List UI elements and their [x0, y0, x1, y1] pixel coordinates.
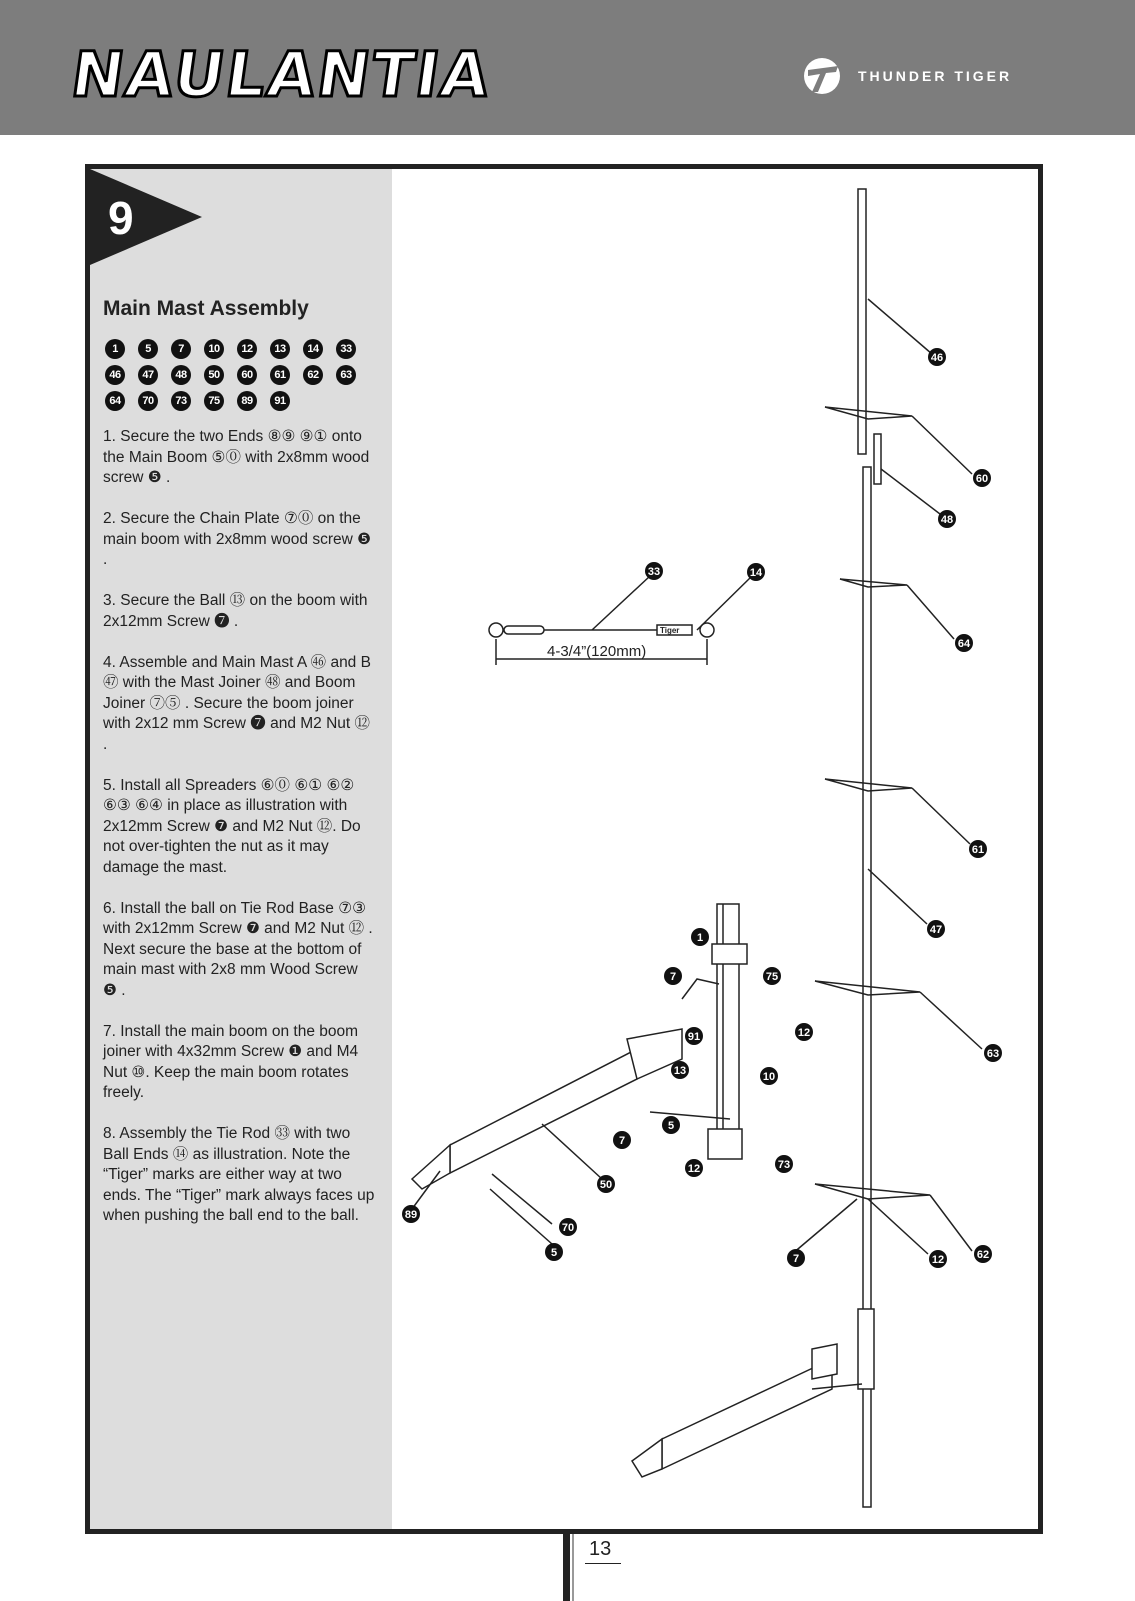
- svg-text:50: 50: [599, 1179, 613, 1191]
- instruction-steps: [103, 427, 375, 1247]
- svg-text:47: 47: [929, 924, 943, 936]
- part-badge: 50: [204, 365, 224, 385]
- part-badge: 33: [336, 339, 356, 359]
- callout-5b: [545, 1243, 563, 1261]
- part-badge: 89: [237, 391, 257, 411]
- instruction-sidebar: [90, 169, 392, 1529]
- svg-text:5: 5: [667, 1120, 675, 1132]
- spreader-64: [840, 579, 907, 587]
- footer-bar-shadow: [572, 1534, 574, 1601]
- part-badge: 48: [171, 365, 191, 385]
- callout-12: [929, 1250, 947, 1268]
- svg-text:7: 7: [669, 971, 677, 983]
- page-header: [0, 0, 1135, 135]
- callout-1: [691, 928, 709, 946]
- svg-text:13: 13: [673, 1065, 687, 1077]
- svg-text:64: 64: [957, 638, 971, 650]
- callout-50: [597, 1175, 615, 1193]
- svg-text:10: 10: [762, 1071, 776, 1083]
- instruction-step-4: 4. Assemble and Main Mast A ㊻ and B ㊼ with the Mast Joiner ㊽ and Boom Joiner ⑦⑤ . Secure the boom joiner with 2x12 mm Screw ❼ and M2 Nut ⑫ .: [103, 653, 371, 753]
- part-badge: 61: [270, 365, 290, 385]
- instruction-step-7: 7. Install the main boom on the boom joiner with 4x32mm Screw ❶ and M4 Nut ⑩. Keep the main boom rotates freely.: [103, 1022, 359, 1101]
- svg-text:1: 1: [696, 932, 704, 944]
- callout-47: [927, 920, 945, 938]
- part-badge: 7: [171, 339, 191, 359]
- step-number: 9: [108, 192, 134, 244]
- callout-13: [671, 1061, 689, 1079]
- spreader-60: [825, 407, 912, 419]
- svg-text:63: 63: [986, 1048, 1000, 1060]
- callout-12b: [795, 1023, 813, 1041]
- step-title: Main Mast Assembly: [103, 297, 309, 320]
- part-badge: 47: [138, 365, 158, 385]
- part-badge: 75: [204, 391, 224, 411]
- svg-text:48: 48: [940, 514, 954, 526]
- svg-text:5: 5: [550, 1247, 558, 1259]
- svg-text:61: 61: [971, 844, 985, 856]
- callout-10: [760, 1067, 778, 1085]
- instruction-step-3: 3. Secure the Ball ⑬ on the boom with 2x12mm Screw ❼ .: [103, 592, 368, 630]
- spreader-62: [815, 1184, 930, 1199]
- callout-63: [984, 1044, 1002, 1062]
- instruction-step-2: 2. Secure the Chain Plate ⑦⓪ on the main boom with 2x8mm wood screw ❺ .: [103, 510, 372, 568]
- svg-text:46: 46: [930, 352, 944, 364]
- callout-64: [955, 634, 973, 652]
- svg-text:60: 60: [975, 473, 989, 485]
- callout-14: [747, 563, 765, 581]
- callout-70: [559, 1218, 577, 1236]
- svg-text:12: 12: [687, 1163, 701, 1175]
- brand-name: THUNDER TIGER: [858, 68, 1013, 84]
- callout-5: [662, 1116, 680, 1134]
- svg-text:73: 73: [777, 1159, 791, 1171]
- thunder-tiger-logo-icon: [800, 56, 848, 96]
- part-badge: 12: [237, 339, 257, 359]
- footer-bar: [563, 1534, 570, 1601]
- part-badge: 13: [270, 339, 290, 359]
- instruction-step-8: 8. Assembly the Tie Rod ㉝ with two Ball Ends ⑭ as illustration. Note the “Tiger” marks are either way at two ends. The “Tiger” mark always faces up when pushing the ball end to the ball.: [103, 1125, 375, 1224]
- instruction-frame: [85, 164, 1043, 1534]
- callout-89: [402, 1205, 420, 1223]
- part-badge: 73: [171, 391, 191, 411]
- svg-text:12: 12: [797, 1027, 811, 1039]
- callout-48: [938, 510, 956, 528]
- part-badge: 60: [237, 365, 257, 385]
- svg-text:12: 12: [931, 1254, 945, 1266]
- part-badge: 91: [270, 391, 290, 411]
- svg-text:89: 89: [404, 1209, 418, 1221]
- part-badge: 5: [138, 339, 158, 359]
- svg-text:91: 91: [687, 1031, 701, 1043]
- svg-text:62: 62: [976, 1249, 990, 1261]
- naulantia-logo: NAULANTIA: [66, 38, 497, 111]
- callout-73: [775, 1155, 793, 1173]
- svg-text:7: 7: [618, 1135, 626, 1147]
- callout-7b: [664, 967, 682, 985]
- callout-7c: [613, 1131, 631, 1149]
- callout-91: [685, 1027, 703, 1045]
- part-badge: 70: [138, 391, 158, 411]
- instruction-step-5: 5. Install all Spreaders ⑥⓪ ⑥① ⑥② ⑥③ ⑥④ in place as illustration with 2x12mm Screw ❼ and M2 Nut ⑫. Do not over-tighten the nut as it may damage the mast.: [103, 776, 361, 876]
- svg-text:14: 14: [749, 567, 763, 579]
- page-number: 13: [585, 1538, 621, 1564]
- part-badge: 1: [105, 339, 125, 359]
- mast-a: [858, 189, 866, 454]
- callout-62: [974, 1245, 992, 1263]
- instruction-step-1: 1. Secure the two Ends ⑧⑨ ⑨① onto the Main Boom ⑤⓪ with 2x8mm wood screw ❺ .: [103, 428, 370, 486]
- part-badge: 62: [303, 365, 323, 385]
- part-badge: 14: [303, 339, 323, 359]
- part-badge: 64: [105, 391, 125, 411]
- parts-list: [105, 339, 385, 417]
- callout-12c: [685, 1159, 703, 1177]
- svg-text:70: 70: [561, 1222, 575, 1234]
- callout-60: [973, 469, 991, 487]
- callout-46: [928, 348, 946, 366]
- svg-text:7: 7: [792, 1253, 800, 1265]
- callout-7: [787, 1249, 805, 1267]
- tie-rod-dimension: 4-3/4”(120mm): [547, 643, 647, 660]
- callout-33: [645, 562, 663, 580]
- part-badge: 63: [336, 365, 356, 385]
- part-badge: 46: [105, 365, 125, 385]
- thunder-tiger-brand: [800, 56, 1012, 96]
- part-badge: 10: [204, 339, 224, 359]
- callout-61: [969, 840, 987, 858]
- callout-75: [763, 967, 781, 985]
- tie-rod-mark: Tiger: [660, 626, 680, 635]
- instruction-step-6: 6. Install the ball on Tie Rod Base ⑦③ with 2x12mm Screw ❼ and M2 Nut ⑫ . Next secure the base at the bottom of main mast with 2x8 mm Wood Screw ❺ .: [103, 899, 373, 999]
- assembly-drawing: [392, 169, 1038, 1529]
- mast-joiner: [874, 434, 881, 484]
- svg-text:33: 33: [647, 566, 661, 578]
- svg-text:75: 75: [765, 971, 779, 983]
